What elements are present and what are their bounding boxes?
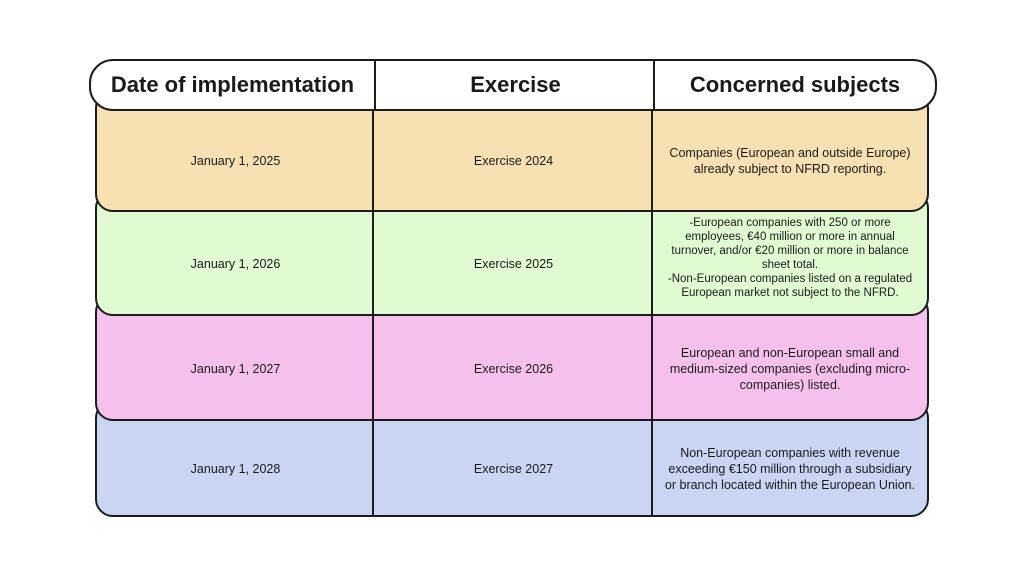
column-divider (651, 110, 653, 517)
date-cell: January 1, 2027 (190, 361, 281, 376)
subjects-cell: Companies (European and outside Europe) already subject to NFRD reporting. (669, 146, 911, 176)
column-divider (372, 110, 374, 517)
header-exercise: Exercise (374, 61, 655, 109)
subjects-cell (653, 214, 927, 314)
exercise-cell: Exercise 2025 (473, 257, 554, 271)
subjects-line-non-eu-listed: -Non-European companies listed on a regulated European market not subject to the NFRD. (667, 273, 913, 299)
table-header (89, 59, 937, 111)
exercise-cell: Exercise 2027 (473, 462, 554, 476)
date-cell: January 1, 2026 (190, 257, 281, 271)
exercise-cell: Exercise 2024 (473, 154, 554, 168)
exercise-cell: Exercise 2026 (473, 361, 554, 376)
subjects-line-eu-companies: -European companies with 250 or more employees, €40 million or more in annual turnover, and/or €20 million or more in balance sheet total. (671, 217, 909, 271)
header-concerned-subjects: Concerned subjects (653, 61, 935, 109)
date-cell: January 1, 2028 (190, 462, 281, 476)
subjects-cell: Non-European companies with revenue exceeding €150 million through a subsidiary or branch located within the European Union. (664, 446, 916, 492)
date-cell: January 1, 2025 (190, 154, 281, 168)
header-date-of-implementation: Date of implementation (110, 72, 355, 97)
subjects-cell: European and non-European small and medium-sized companies (excluding micro-companies) listed. (669, 345, 911, 392)
